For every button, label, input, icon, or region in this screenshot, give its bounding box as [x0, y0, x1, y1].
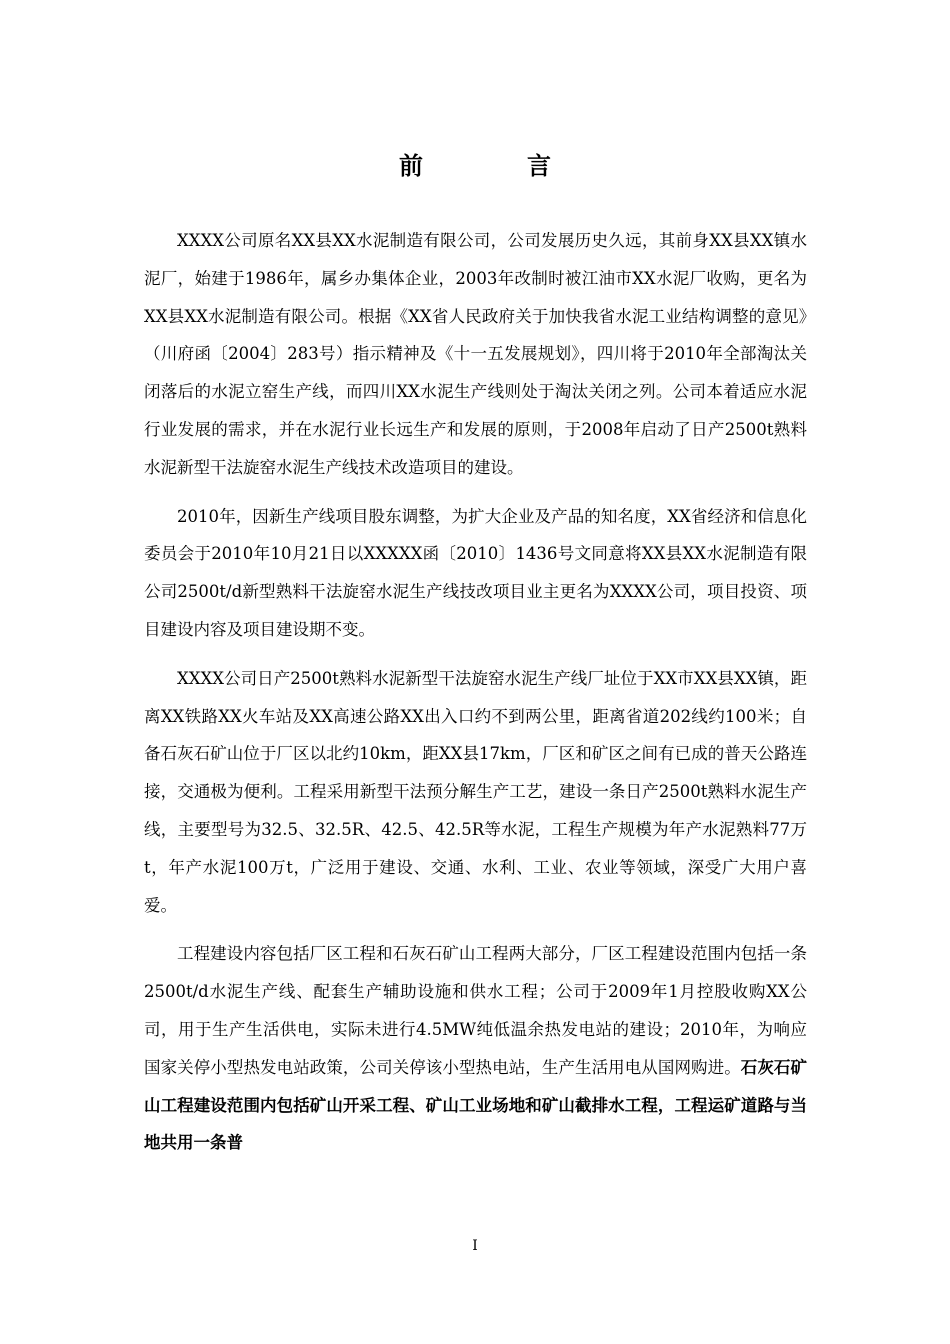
paragraph-4-bold-text: 石灰石矿山工程建设范围内包括矿山开采工程、矿山工业场地和矿山截排水工程，工程运矿道路与当地共用一条普: [144, 1057, 808, 1153]
page-title: 前 言: [399, 151, 591, 180]
document-body: [144, 222, 807, 1162]
paragraph-4: [144, 935, 807, 1162]
paragraph-3: XXXX公司日产2500t熟料水泥新型干法旋窑水泥生产线厂址位于XX市XX县XX镇，距离XX铁路XX火车站及XX高速公路XX出入口约不到两公里，距离省道202线约100米；自备石灰石矿山位于厂区以北约10km，距XX县17km，厂区和矿区之间有已成的普天公路连接，交通极为便利。工程采用新型干法预分解生产工艺，建设一条日产2500t熟料水泥生产线，主要型号为32.5、32.5R、42.5、42.5R等水泥，工程生产规模为年产水泥熟料77万t，年产水泥100万t，广泛用于建设、交通、水利、工业、农业等领域，深受广大用户喜爱。: [144, 668, 807, 915]
paragraph-1: XXXX公司原名XX县XX水泥制造有限公司，公司发展历史久远，其前身XX县XX镇水泥厂，始建于1986年，属乡办集体企业，2003年改制时被江油市XX水泥厂收购，更名为XX县XX水泥制造有限公司。根据《XX省人民政府关于加快我省水泥工业结构调整的意见》（川府函〔2004〕283号）指示精神及《十一五发展规划》，四川将于2010年全部淘汰关闭落后的水泥立窑生产线，而四川XX水泥生产线则处于淘汰关闭之列。公司本着适应水泥行业发展的需求，并在水泥行业长远生产和发展的原则，于2008年启动了日产2500t熟料水泥新型干法旋窑水泥生产线技术改造项目的建设。: [144, 231, 807, 477]
paragraph-4-regular-text: 工程建设内容包括厂区工程和石灰石矿山工程两大部分，厂区工程建设范围内包括一条2500t/d水泥生产线、配套生产辅助设施和供水工程；公司于2009年1月控股收购XX公司，用于生产生活供电，实际未进行4.5MW纯低温余热发电站的建设；2010年，为响应国家关停小型热发电站政策，公司关停该小型热电站，生产生活用电从国网购进。: [144, 944, 807, 1077]
paragraph-2: 2010年，因新生产线项目股东调整，为扩大企业及产品的知名度，XX省经济和信息化委员会于2010年10月21日以XXXXX函〔2010〕1436号文同意将XX县XX水泥制造有限公司2500t/d新型熟料干法旋窑水泥生产线技改项目业主更名为XXXX公司，项目投资、项目建设内容及项目建设期不变。: [144, 506, 807, 639]
page-number: I: [472, 1238, 478, 1254]
